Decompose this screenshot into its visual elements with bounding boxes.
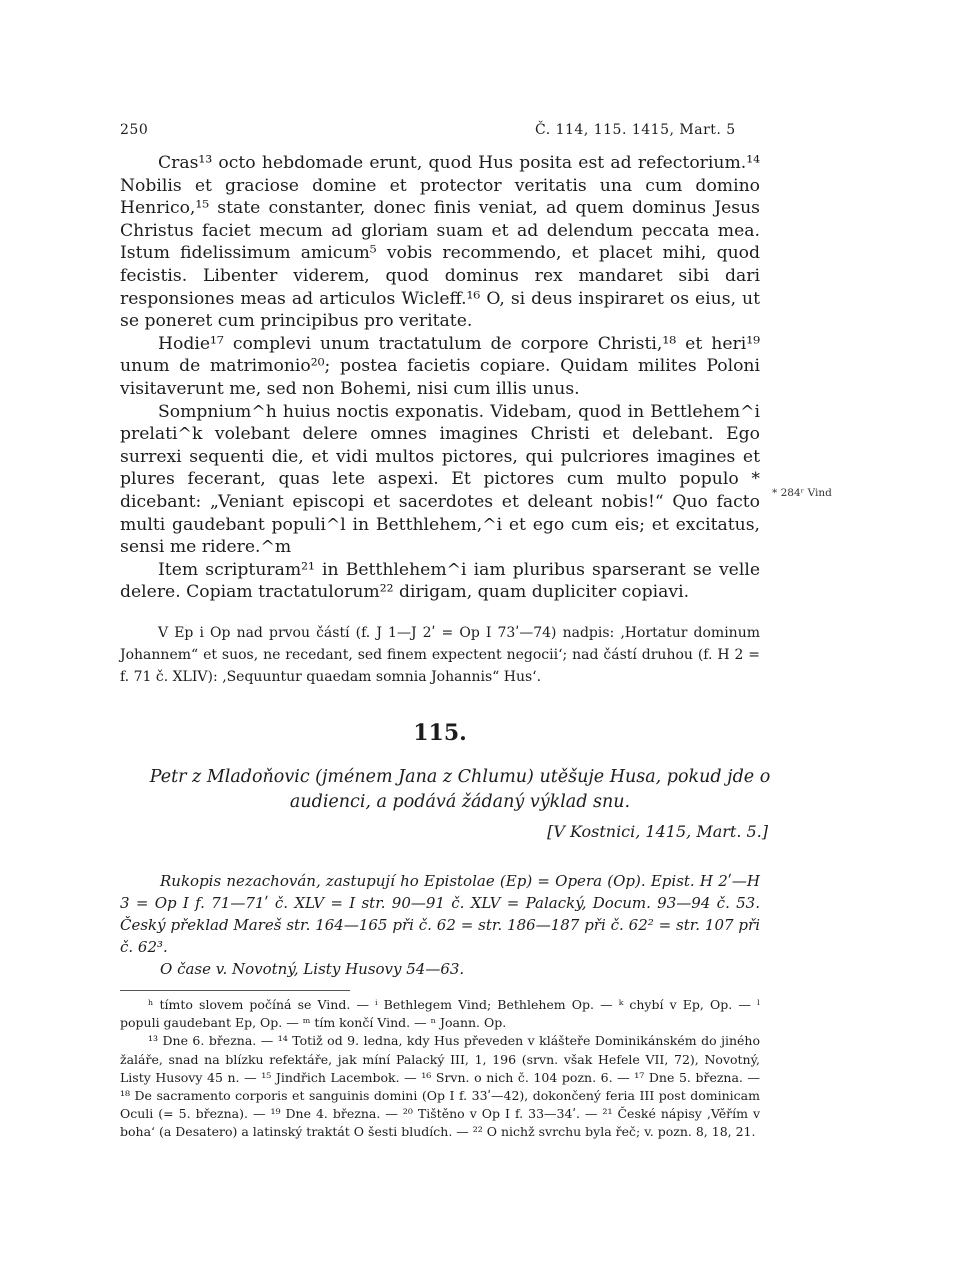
letter-text xyxy=(120,152,760,604)
footnote-divider xyxy=(120,990,350,991)
footnote-paragraph: ¹³ Dne 6. března. — ¹⁴ Totiž od 9. ledna, kdy Hus převeden v klášteře Dominikánském do jiného žaláře, snad na blízku refektáře, jak míní Palacký III, 1, 196 (srvn. však Hefele VII, 72), Novotný, Listy Husovy 45 n. — ¹⁵ Jindřich Lacembok. — ¹⁶ Srvn. o nich č. 104 pozn. 6. — ¹⁷ Dne 5. března. — ¹⁸ De sacramento corporis et sanguinis domini (Op I f. 33ʹ—42), dokončený feria III post dominicam Oculi (= 5. března). — ¹⁹ Dne 4. března. — ²⁰ Tištěno v Op I f. 33—34ʹ. — ²¹ České nápisy ‚Věřím v boha‘ (a Desatero) a latinský traktát O šesti bludích. — ²² O nichž svrchu byla řeč; v. pozn. 8, 18, 21. xyxy=(120,1033,760,1140)
manuscript-description xyxy=(120,870,760,980)
body-paragraph: Sompnium^h huius noctis exponatis. Videbam, quod in Bettlehem^i prelati^k volebant delere omnes imagines Christi et delebant. Ego surrexi sequenti die, et vidi multos pictores, qui pulcriores imagines et plures fecerant, quas lete aspexi. Et pictores cum multo populo * dicebant: „Veniant episcopi et sacerdotes et deleant nobis!“ Quo facto multi gaudebant populi^l in Betthlehem,^i et ego cum eis; et excitatus, sensi me ridere.^m xyxy=(120,401,760,558)
page-number: 250 xyxy=(120,122,149,138)
folio-margin-note: * 284ʳ Vind xyxy=(772,487,832,499)
variant-readings xyxy=(120,622,760,688)
body-paragraph: Item scripturam²¹ in Betthlehem^i iam pluribus sparserant se velle delere. Copiam tractatulorum²² dirigam, quam dupliciter copiavi. xyxy=(120,559,760,603)
footnote-paragraph: ʰ tímto slovem počíná se Vind. — ⁱ Bethlegem Vind; Bethlehem Op. — ᵏ chybí v Ep, Op. — ˡ populi gaudebant Ep, Op. — ᵐ tím končí Vind. — ⁿ Joann. Op. xyxy=(120,997,760,1031)
dateline: [V Kostnici, 1415, Mart. 5.] xyxy=(547,822,768,841)
body-paragraph: Hodie¹⁷ complevi unum tractatulum de corpore Christi,¹⁸ et heri¹⁹ unum de matrimonio²⁰; postea facietis copiare. Quidam milites Poloni visitaverunt me, sed non Bohemi, nisi cum illis unus. xyxy=(120,333,760,399)
manuscript-line: Rukopis nezachován, zastupují ho Epistolae (Ep) = Opera (Op). Epist. H 2ʹ—H 3 = Op I f. 71—71ʹ č. XLV = I str. 90—91 č. XLV = Palacký, Docum. 93—94 č. 53. Český překlad Mareš str. 164—165 při č. 62 = str. 186—187 při č. 62² = str. 107 při č. 62³. xyxy=(120,872,760,956)
manuscript-line: O čase v. Novotný, Listy Husovy 54—63. xyxy=(160,960,465,978)
document-title: Petr z Mladoňovic (jménem Jana z Chlumu) utěšuje Husa, pokud jde o audienci, a podává žádaný výklad snu. xyxy=(149,767,771,812)
document-number: 115. xyxy=(413,720,467,746)
running-head: Č. 114, 115. 1415, Mart. 5 xyxy=(535,122,736,138)
body-paragraph: Cras¹³ octo hebdomade erunt, quod Hus posita est ad refectorium.¹⁴ Nobilis et graciose domine et protector veritatis una cum domino Henrico,¹⁵ state constanter, donec finis veniat, ad quem dominus Jesus Christus faciet mecum ad gloriam suam et ad delendum peccata mea. Istum fidelissimum amicum⁵ vobis recommendo, et placet mihi, quod fecistis. Libenter viderem, quod dominus rex mandaret sibi dari responsiones meas ad articulos Wicleff.¹⁶ O, si deus inspiraret os eius, ut se poneret cum principibus pro veritate. xyxy=(120,153,760,332)
footnotes xyxy=(120,996,760,1142)
variant-note: V Ep i Op nad prvou částí (f. J 1—J 2ʹ = Op I 73ʹ—74) nadpis: ‚Hortatur dominum Johannem“ et suos, ne recedant, sed finem expectent negocii‘; nad částí druhou (f. H 2 = f. 71 č. XLIV): ‚Sequuntur quaedam somnia Johannis“ Hus‘. xyxy=(120,625,760,685)
